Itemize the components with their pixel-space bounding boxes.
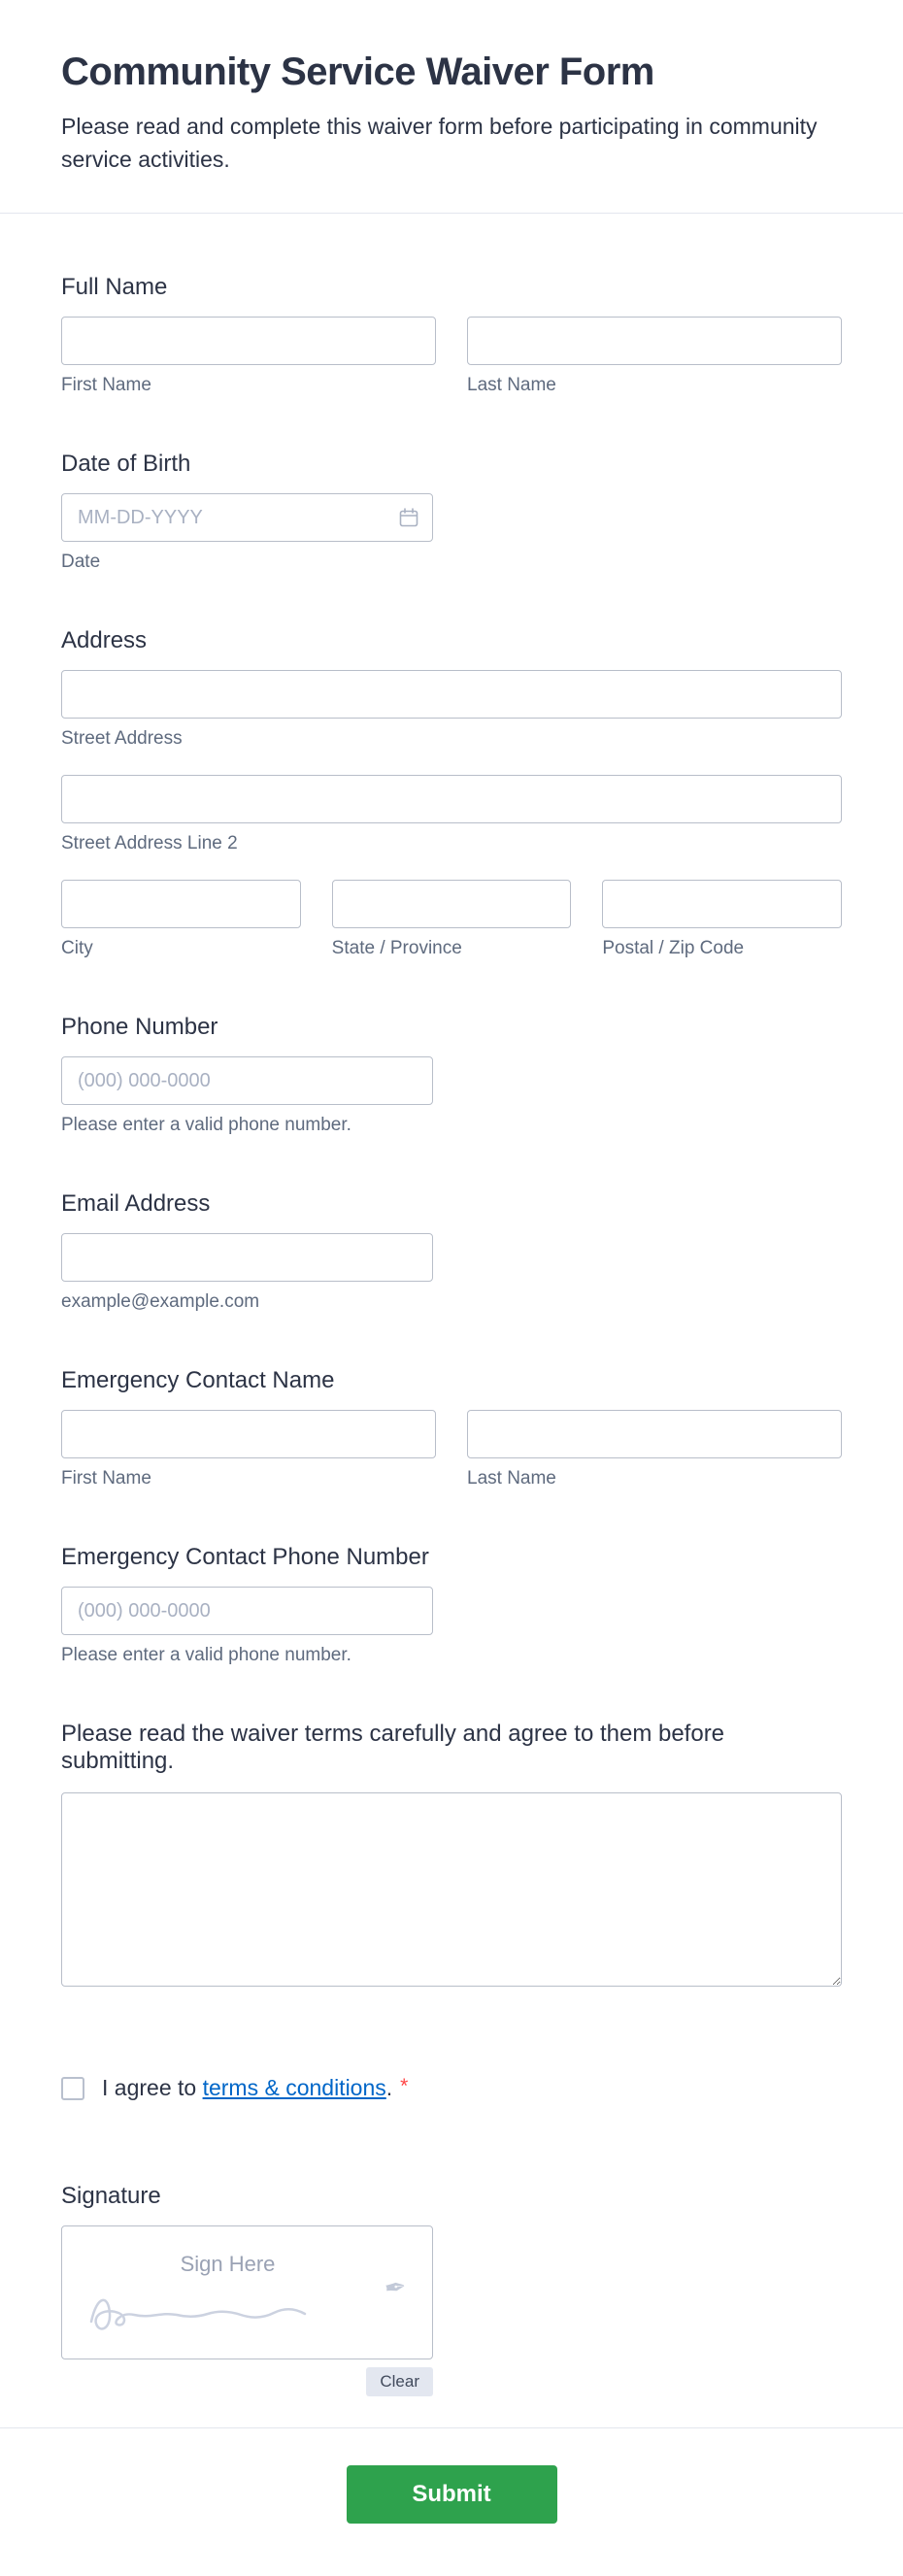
field-signature xyxy=(61,2183,842,2396)
dob-sublabel: Date xyxy=(61,552,101,572)
dob-label: Date of Birth xyxy=(61,451,191,477)
calendar-icon[interactable] xyxy=(396,505,421,530)
street-address-sublabel: Street Address xyxy=(61,728,183,749)
emergency-last-name-input[interactable] xyxy=(467,1410,842,1458)
street-address-input[interactable] xyxy=(61,670,842,719)
last-name-input[interactable] xyxy=(467,317,842,365)
city-state-postal-row xyxy=(61,880,842,959)
field-address xyxy=(61,627,842,959)
emergency-last-name-sublabel: Last Name xyxy=(467,1468,556,1489)
form-subtitle: Please read and complete this waiver form before participating in community service activities. xyxy=(61,114,818,172)
field-date-of-birth xyxy=(61,451,842,573)
postal-input[interactable] xyxy=(602,880,842,928)
street-address2-sublabel: Street Address Line 2 xyxy=(61,833,238,853)
emergency-name-label: Emergency Contact Name xyxy=(61,1367,335,1393)
field-emergency-contact-phone xyxy=(61,1544,842,1666)
form-body xyxy=(0,214,903,2396)
state-sublabel: State / Province xyxy=(331,938,462,958)
form-header xyxy=(0,0,903,213)
required-asterisk: * xyxy=(400,2075,409,2097)
field-email xyxy=(61,1190,842,1313)
pen-nib-icon: ✒ xyxy=(383,2271,409,2304)
city-input[interactable] xyxy=(61,880,301,928)
email-input[interactable] xyxy=(61,1233,433,1282)
emergency-phone-label: Emergency Contact Phone Number xyxy=(61,1544,429,1570)
field-emergency-contact-name xyxy=(61,1367,842,1489)
signature-squiggle-icon xyxy=(84,2283,326,2341)
dob-input-wrap xyxy=(61,493,433,542)
signature-clear-button[interactable]: Clear xyxy=(366,2367,433,2396)
email-label: Email Address xyxy=(61,1190,211,1217)
signature-label: Signature xyxy=(61,2183,161,2209)
waiver-terms-textarea[interactable] xyxy=(61,1792,842,1987)
full-name-row xyxy=(61,317,842,396)
agreement-text-before: I agree to xyxy=(102,2075,203,2100)
submit-button[interactable]: Submit xyxy=(347,2465,557,2524)
phone-input[interactable] xyxy=(61,1056,433,1105)
field-waiver-terms xyxy=(61,1721,842,1991)
submit-area xyxy=(0,2428,903,2576)
emergency-first-name-sublabel: First Name xyxy=(61,1468,151,1489)
signature-pad[interactable] xyxy=(61,2225,433,2359)
phone-label: Phone Number xyxy=(61,1014,218,1040)
first-name-sublabel: First Name xyxy=(61,375,151,395)
city-sublabel: City xyxy=(61,938,93,958)
emergency-first-name-input[interactable] xyxy=(61,1410,436,1458)
agreement-text-after: . xyxy=(385,2075,393,2100)
agreement-text xyxy=(102,2075,408,2101)
emergency-name-row xyxy=(61,1410,842,1489)
street-address2-input[interactable] xyxy=(61,775,842,823)
address-label: Address xyxy=(61,627,148,653)
waiver-terms-label: Please read the waiver terms carefully and agree to them before submitting. xyxy=(61,1721,725,1774)
postal-sublabel: Postal / Zip Code xyxy=(602,938,745,958)
phone-sublabel: Please enter a valid phone number. xyxy=(61,1115,351,1135)
agreement-row xyxy=(61,2075,842,2101)
terms-link[interactable]: terms & conditions xyxy=(202,2075,386,2100)
emergency-phone-input[interactable] xyxy=(61,1587,433,1635)
field-phone xyxy=(61,1014,842,1136)
field-full-name xyxy=(61,274,842,396)
form-title: Community Service Waiver Form xyxy=(61,50,654,93)
full-name-label: Full Name xyxy=(61,274,168,300)
signature-clear-row xyxy=(61,2367,433,2396)
dob-input[interactable] xyxy=(61,493,433,542)
state-input[interactable] xyxy=(332,880,572,928)
terms-checkbox[interactable] xyxy=(61,2077,84,2100)
first-name-input[interactable] xyxy=(61,317,436,365)
last-name-sublabel: Last Name xyxy=(467,375,556,395)
email-sublabel: example@example.com xyxy=(61,1291,260,1312)
emergency-phone-sublabel: Please enter a valid phone number. xyxy=(61,1645,351,1665)
sign-here-text: Sign Here xyxy=(180,2252,276,2276)
